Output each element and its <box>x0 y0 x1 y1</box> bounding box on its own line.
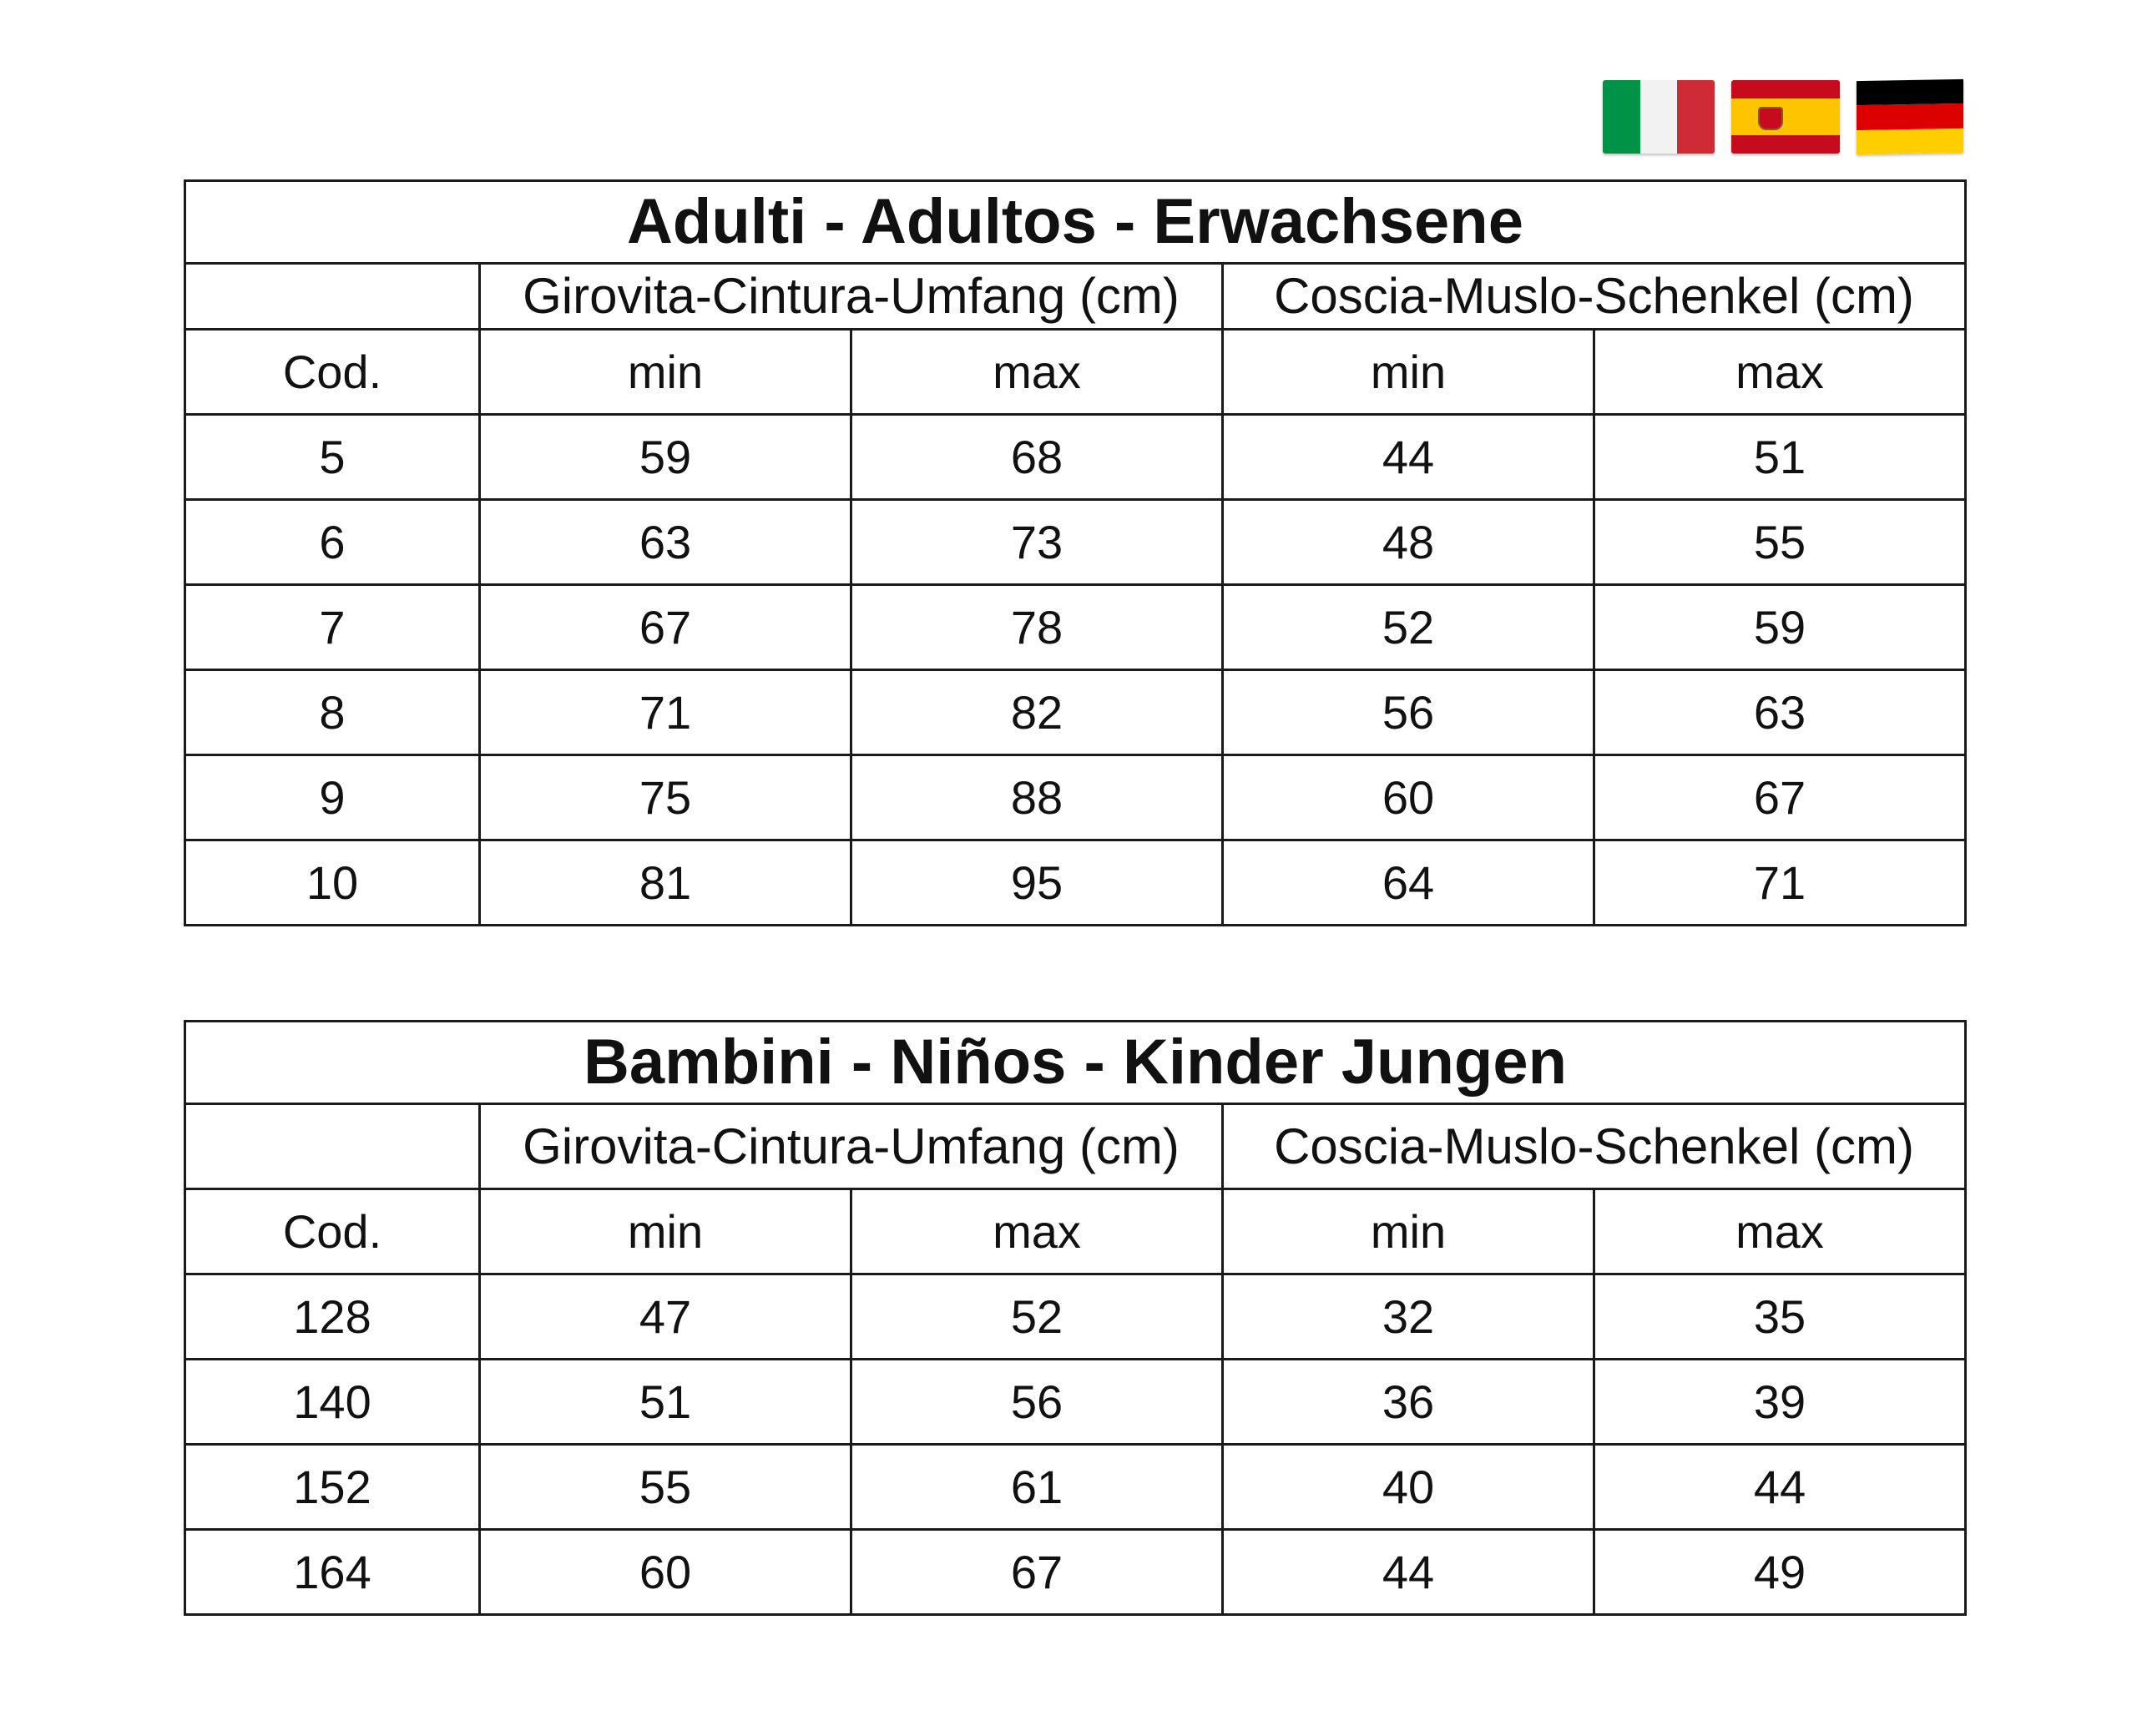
size-code-cell: 128 <box>185 1274 480 1360</box>
waist-min-cell: 81 <box>480 840 851 926</box>
size-code-cell: 9 <box>185 755 480 840</box>
spain-flag-icon <box>1731 80 1840 154</box>
thigh-min-cell: 44 <box>1223 1530 1594 1615</box>
waist-max-cell: 68 <box>851 415 1223 500</box>
table-row <box>185 1530 1966 1615</box>
waist-min-header: min <box>480 1189 851 1274</box>
size-code-cell: 5 <box>185 415 480 500</box>
thigh-min-cell: 40 <box>1223 1445 1594 1530</box>
waist-min-cell: 59 <box>480 415 851 500</box>
kids-size-table <box>184 1020 1967 1616</box>
waist-min-cell: 67 <box>480 585 851 670</box>
thigh-max-cell: 67 <box>1594 755 1966 840</box>
thigh-min-cell: 36 <box>1223 1360 1594 1445</box>
thigh-min-cell: 64 <box>1223 840 1594 926</box>
table-row <box>185 840 1966 926</box>
coat-of-arms-icon <box>1758 107 1783 130</box>
thigh-max-cell: 49 <box>1594 1530 1966 1615</box>
waist-max-header: max <box>851 330 1223 415</box>
table-row <box>185 500 1966 585</box>
table-row <box>185 415 1966 500</box>
waist-max-cell: 56 <box>851 1360 1223 1445</box>
waist-min-cell: 75 <box>480 755 851 840</box>
thigh-min-cell: 48 <box>1223 500 1594 585</box>
language-flags <box>1603 80 1963 157</box>
table-row <box>185 1274 1966 1360</box>
table-title: Adulti - Adultos - Erwachsene <box>185 181 1966 264</box>
thigh-group-header: Coscia-Muslo-Schenkel (cm) <box>1223 264 1966 330</box>
waist-group-header: Girovita-Cintura-Umfang (cm) <box>480 1104 1223 1189</box>
size-code-cell: 152 <box>185 1445 480 1530</box>
empty-cell <box>185 264 480 330</box>
size-code-cell: 164 <box>185 1530 480 1615</box>
thigh-max-cell: 51 <box>1594 415 1966 500</box>
size-code-cell: 7 <box>185 585 480 670</box>
thigh-min-cell: 52 <box>1223 585 1594 670</box>
thigh-max-cell: 35 <box>1594 1274 1966 1360</box>
thigh-max-cell: 39 <box>1594 1360 1966 1445</box>
waist-max-cell: 82 <box>851 670 1223 755</box>
size-code-cell: 6 <box>185 500 480 585</box>
size-code-cell: 10 <box>185 840 480 926</box>
empty-cell <box>185 1104 480 1189</box>
table-row <box>185 755 1966 840</box>
thigh-min-cell: 32 <box>1223 1274 1594 1360</box>
thigh-max-cell: 44 <box>1594 1445 1966 1530</box>
adults-size-table <box>184 179 1967 926</box>
table-row <box>185 670 1966 755</box>
thigh-group-header: Coscia-Muslo-Schenkel (cm) <box>1223 1104 1966 1189</box>
thigh-max-header: max <box>1594 1189 1966 1274</box>
waist-min-cell: 55 <box>480 1445 851 1530</box>
thigh-max-cell: 71 <box>1594 840 1966 926</box>
italy-flag-icon <box>1603 80 1715 154</box>
thigh-max-cell: 59 <box>1594 585 1966 670</box>
table-row <box>185 1360 1966 1445</box>
thigh-max-cell: 63 <box>1594 670 1966 755</box>
thigh-max-cell: 55 <box>1594 500 1966 585</box>
waist-group-header: Girovita-Cintura-Umfang (cm) <box>480 264 1223 330</box>
table-row <box>185 585 1966 670</box>
waist-min-header: min <box>480 330 851 415</box>
waist-max-cell: 52 <box>851 1274 1223 1360</box>
table-row <box>185 1445 1966 1530</box>
waist-min-cell: 63 <box>480 500 851 585</box>
waist-max-cell: 78 <box>851 585 1223 670</box>
thigh-min-cell: 56 <box>1223 670 1594 755</box>
waist-max-cell: 73 <box>851 500 1223 585</box>
size-code-cell: 140 <box>185 1360 480 1445</box>
thigh-min-header: min <box>1223 1189 1594 1274</box>
waist-max-cell: 88 <box>851 755 1223 840</box>
code-column-header: Cod. <box>185 1189 480 1274</box>
table-title: Bambini - Niños - Kinder Jungen <box>185 1022 1966 1104</box>
waist-max-cell: 61 <box>851 1445 1223 1530</box>
size-code-cell: 8 <box>185 670 480 755</box>
waist-min-cell: 71 <box>480 670 851 755</box>
thigh-min-cell: 60 <box>1223 755 1594 840</box>
waist-max-cell: 95 <box>851 840 1223 926</box>
code-column-header: Cod. <box>185 330 480 415</box>
waist-min-cell: 47 <box>480 1274 851 1360</box>
thigh-max-header: max <box>1594 330 1966 415</box>
waist-max-header: max <box>851 1189 1223 1274</box>
thigh-min-header: min <box>1223 330 1594 415</box>
waist-min-cell: 60 <box>480 1530 851 1615</box>
waist-min-cell: 51 <box>480 1360 851 1445</box>
germany-flag-icon <box>1857 79 1963 154</box>
waist-max-cell: 67 <box>851 1530 1223 1615</box>
thigh-min-cell: 44 <box>1223 415 1594 500</box>
